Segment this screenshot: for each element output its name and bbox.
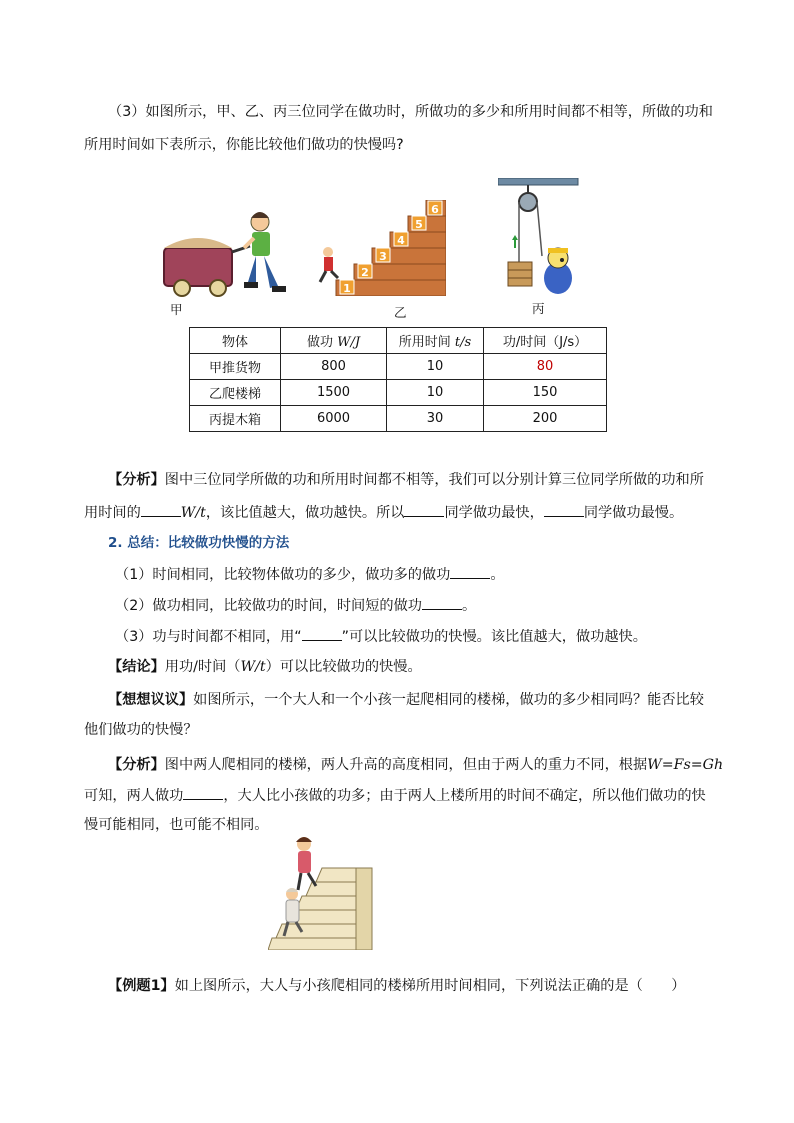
table-row bbox=[190, 354, 607, 380]
header-time-unit: t/s bbox=[454, 335, 472, 350]
discussion-tag: 【想想议议】 bbox=[108, 692, 194, 708]
analysis2-line1 bbox=[108, 755, 723, 775]
analysis1-text-c: ，该比值越大，做功越快。所以 bbox=[205, 505, 405, 521]
stair-number-2: 2 bbox=[361, 266, 369, 279]
analysis1-text-e: 同学做功最慢。 bbox=[583, 505, 684, 521]
fill-blank[interactable] bbox=[544, 502, 584, 517]
fill-blank[interactable] bbox=[450, 564, 490, 579]
caption-yi: 乙 bbox=[394, 305, 407, 320]
analysis2-line3: 慢可能相同，也可能不相同。 bbox=[84, 817, 269, 833]
stair-number-3: 3 bbox=[379, 250, 387, 263]
stair-number-6: 6 bbox=[431, 203, 439, 216]
table-header-row bbox=[190, 328, 607, 354]
table-header-cell bbox=[281, 328, 387, 354]
analysis1-text-d: 同学做功最快， bbox=[444, 505, 544, 521]
table-cell-ratio: 150 bbox=[484, 380, 607, 406]
analysis2-text-b: ，大人比小孩做的功多；由于两人上楼所用的时间不确定，所以他们做功的快 bbox=[223, 788, 706, 804]
table-cell: 10 bbox=[387, 380, 484, 406]
analysis2-tag: 【分析】 bbox=[108, 757, 165, 773]
discussion-text: 如图所示，一个大人和一个小孩一起爬相同的楼梯，做功的多少相同吗？能否比较 bbox=[193, 692, 704, 708]
analysis1-formula: W/t bbox=[180, 505, 206, 521]
discussion-line2: 他们做功的快慢？ bbox=[84, 722, 198, 738]
period: 。 bbox=[461, 598, 477, 614]
analysis1-text: 图中三位同学所做的功和所用时间都不相等，我们可以分别计算三位同学所做的功和所 bbox=[164, 472, 704, 488]
para3-line1: （3）如图所示，甲、乙、丙三位同学在做功时，所做功的多少和所用时间都不相等，所做的功和 bbox=[108, 104, 713, 120]
header-work-unit: W/J bbox=[337, 335, 361, 350]
table-header-cell: 功/时间（J/s） bbox=[484, 328, 607, 354]
conclusion-line bbox=[108, 657, 422, 677]
summary-item3-text-b: ”可以比较做功的快慢。该比值越大，做功越快。 bbox=[341, 629, 647, 645]
analysis1-text-a: 用时间的 bbox=[84, 505, 141, 521]
discussion-line1 bbox=[108, 690, 704, 710]
fill-blank[interactable] bbox=[302, 626, 342, 641]
analysis1-line1 bbox=[108, 470, 704, 490]
summary-heading: 2. 总结：比较做功快慢的方法 bbox=[108, 535, 290, 551]
table-cell: 30 bbox=[387, 406, 484, 432]
analysis1-line2 bbox=[84, 502, 683, 523]
para3-line2: 所用时间如下表所示，你能比较他们做功的快慢吗? bbox=[84, 137, 404, 153]
header-work-text: 做功 bbox=[306, 335, 338, 350]
table-cell: 丙提木箱 bbox=[190, 406, 281, 432]
conclusion-text-a: 用功/时间（ bbox=[164, 659, 241, 675]
summary-item3 bbox=[115, 626, 647, 647]
work-time-table bbox=[189, 327, 607, 432]
caption-jia: 甲 bbox=[170, 302, 183, 317]
fill-blank[interactable] bbox=[183, 785, 223, 800]
summary-item2 bbox=[115, 595, 476, 616]
analysis2-formula: W=Fs=Gh bbox=[647, 757, 724, 773]
conclusion-tag: 【结论】 bbox=[108, 659, 165, 675]
table-cell-ratio: 80 bbox=[484, 354, 607, 380]
fill-blank[interactable] bbox=[141, 502, 181, 517]
stair-number-1: 1 bbox=[343, 282, 351, 295]
table-row bbox=[190, 406, 607, 432]
table-cell: 800 bbox=[281, 354, 387, 380]
analysis1-tag: 【分析】 bbox=[108, 472, 165, 488]
conclusion-formula: W/t bbox=[240, 659, 266, 675]
table-cell: 1500 bbox=[281, 380, 387, 406]
table-row bbox=[190, 380, 607, 406]
example-line bbox=[108, 976, 685, 996]
table-cell: 甲推货物 bbox=[190, 354, 281, 380]
fill-blank[interactable] bbox=[422, 595, 462, 610]
table-cell: 乙爬楼梯 bbox=[190, 380, 281, 406]
table-cell: 6000 bbox=[281, 406, 387, 432]
summary-item1 bbox=[115, 564, 505, 585]
figure-bing-lifting-box bbox=[498, 178, 580, 300]
analysis2-text: 图中两人爬相同的楼梯，两人升高的高度相同，但由于两人的重力不同，根据 bbox=[164, 757, 648, 773]
figure-adult-child-stairs bbox=[268, 834, 380, 950]
summary-item3-text-a: （3）功与时间都不相同，用“ bbox=[115, 629, 302, 645]
stair-number-5: 5 bbox=[415, 218, 423, 231]
summary-item1-text: （1）时间相同，比较物体做功的多少，做功多的做功 bbox=[115, 567, 451, 583]
caption-bing: 丙 bbox=[532, 301, 545, 316]
stair-number-4: 4 bbox=[397, 234, 405, 247]
table-header-cell: 物体 bbox=[190, 328, 281, 354]
table-cell-ratio: 200 bbox=[484, 406, 607, 432]
analysis2-text-a: 可知，两人做功 bbox=[84, 788, 184, 804]
example-text: 如上图所示，大人与小孩爬相同的楼梯所用时间相同，下列说法正确的是（ ） bbox=[174, 978, 686, 994]
figure-yi-climbing-stairs bbox=[318, 200, 446, 296]
figure-jia-pushing-cart bbox=[160, 200, 300, 300]
table-header-cell bbox=[387, 328, 484, 354]
period: 。 bbox=[490, 567, 505, 583]
analysis2-line2 bbox=[84, 785, 706, 806]
table-cell: 10 bbox=[387, 354, 484, 380]
conclusion-text-c: ）可以比较做功的快慢。 bbox=[265, 659, 422, 675]
fill-blank[interactable] bbox=[404, 502, 444, 517]
example-tag: 【例题1】 bbox=[108, 978, 175, 994]
header-time-text: 所用时间 bbox=[398, 335, 455, 350]
summary-item2-text: （2）做功相同，比较做功的时间，时间短的做功 bbox=[115, 598, 422, 614]
